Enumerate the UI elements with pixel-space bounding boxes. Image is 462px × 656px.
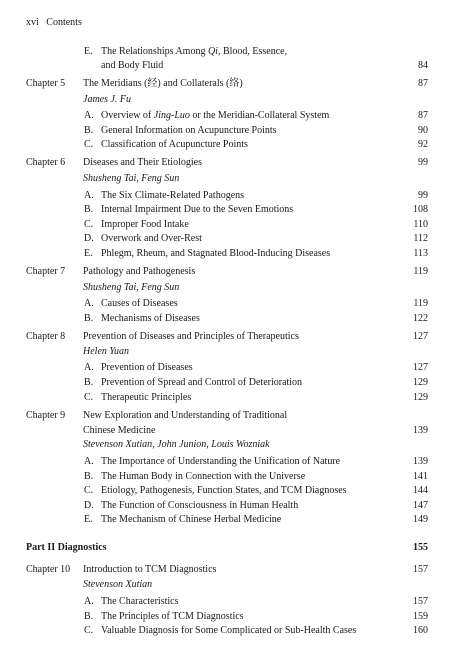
entry-title bbox=[101, 138, 248, 152]
page-number: 127 bbox=[413, 362, 428, 373]
toc-author-row bbox=[0, 345, 462, 359]
toc-entry-row bbox=[0, 138, 462, 152]
entry-title-text: Prevention of Diseases bbox=[101, 362, 193, 373]
entry-title-italic: Qi bbox=[207, 46, 218, 57]
entry-title-text: Overview of bbox=[101, 110, 154, 121]
page-number: 147 bbox=[413, 500, 428, 511]
entry-letter: A. bbox=[84, 596, 94, 607]
entry-title-text: Etiology, Pathogenesis, Function States, and TCM Diagnoses bbox=[101, 485, 347, 496]
entry-title bbox=[101, 455, 340, 469]
entry-title bbox=[101, 610, 244, 624]
entry-title bbox=[101, 247, 330, 261]
chapter-label: Chapter 5 bbox=[26, 78, 66, 89]
entry-title bbox=[101, 297, 178, 311]
toc-entry-row bbox=[0, 376, 462, 390]
entry-title bbox=[101, 484, 347, 498]
page-number: 119 bbox=[413, 298, 428, 309]
toc-entry-row bbox=[0, 424, 462, 438]
entry-title-text: Internal Impairment Due to the Seven Emotions bbox=[101, 204, 294, 215]
page-number: 110 bbox=[413, 219, 428, 230]
entry-title bbox=[101, 391, 191, 405]
entry-letter: B. bbox=[84, 125, 94, 136]
toc-entry-row bbox=[0, 59, 462, 73]
entry-title bbox=[101, 376, 302, 390]
page-number: 144 bbox=[413, 485, 428, 496]
entry-title bbox=[101, 203, 293, 217]
entry-letter: C. bbox=[84, 485, 94, 496]
toc-author-row bbox=[0, 281, 462, 295]
page-number-roman: xvi bbox=[26, 17, 39, 28]
page-number: 157 bbox=[413, 596, 428, 607]
page-number: 139 bbox=[413, 456, 428, 467]
entry-letter: E. bbox=[84, 514, 93, 525]
toc-entry-row bbox=[0, 361, 462, 375]
entry-title-text: The Principles of TCM Diagnostics bbox=[101, 611, 244, 622]
page-number: 155 bbox=[413, 542, 428, 553]
page-number: 141 bbox=[413, 471, 428, 482]
page-number: 149 bbox=[413, 514, 428, 525]
entry-letter: C. bbox=[84, 139, 94, 150]
toc-author-row bbox=[0, 438, 462, 452]
entry-title bbox=[101, 218, 189, 232]
entry-title-text: Overwork and Over-Rest bbox=[101, 233, 202, 244]
entry-letter: C. bbox=[84, 392, 94, 403]
page-number: 90 bbox=[418, 125, 428, 136]
chapter-label: Chapter 9 bbox=[26, 410, 66, 421]
toc-author-row bbox=[0, 578, 462, 592]
entry-title-text: Therapeutic Principles bbox=[101, 392, 192, 403]
entry-letter: D. bbox=[84, 500, 94, 511]
page-number: 129 bbox=[413, 377, 428, 388]
entry-title-text: The Relationships Among bbox=[101, 46, 208, 57]
toc-entry-row bbox=[0, 218, 462, 232]
page-number: 112 bbox=[413, 233, 428, 244]
toc-chapter-row bbox=[0, 265, 462, 279]
entry-title-italic: Jing-Luo bbox=[153, 110, 190, 121]
page-number: 84 bbox=[418, 60, 428, 71]
toc-chapter-row bbox=[0, 77, 462, 91]
toc-entry-row bbox=[0, 484, 462, 498]
entry-letter: C. bbox=[84, 219, 94, 230]
chapter-author: Stevenson Xutian, John Junion, Louis Wozniak bbox=[83, 439, 270, 450]
entry-letter: A. bbox=[84, 362, 94, 373]
entry-title-text: The Mechanism of Chinese Herbal Medicine bbox=[101, 514, 282, 525]
entry-title bbox=[101, 624, 356, 638]
toc-entry-row bbox=[0, 247, 462, 261]
toc-author-row bbox=[0, 172, 462, 186]
chapter-label: Chapter 8 bbox=[26, 331, 66, 342]
entry-title-text: General Information on Acupuncture Points bbox=[101, 125, 277, 136]
toc-entry-row bbox=[0, 595, 462, 609]
toc-entry-row bbox=[0, 391, 462, 405]
toc-chapter-row bbox=[0, 409, 462, 423]
entry-letter: A. bbox=[84, 190, 94, 201]
chapter-author: Shusheng Tai, Feng Sun bbox=[83, 173, 180, 184]
page-number: 159 bbox=[413, 611, 428, 622]
page-number: 157 bbox=[413, 564, 428, 575]
page-number: 113 bbox=[413, 248, 428, 259]
entry-letter: B. bbox=[84, 611, 94, 622]
entry-title-continued: and Body Fluid bbox=[101, 60, 164, 71]
page-number: 108 bbox=[413, 204, 428, 215]
chapter-title: New Exploration and Understanding of Traditional bbox=[83, 410, 288, 421]
entry-letter: A. bbox=[84, 456, 94, 467]
entry-title-text: The Six Climate-Related Pathogens bbox=[101, 190, 245, 201]
entry-title bbox=[101, 513, 281, 527]
entry-title bbox=[101, 361, 193, 375]
toc-entry-row bbox=[0, 610, 462, 624]
toc-entry-row bbox=[0, 455, 462, 469]
entry-letter: B. bbox=[84, 313, 94, 324]
chapter-label: Chapter 6 bbox=[26, 157, 66, 168]
page-number: 99 bbox=[418, 157, 428, 168]
entry-title-text: The Importance of Understanding the Unification of Nature bbox=[101, 456, 341, 467]
chapter-author: Stevenson Xutian bbox=[83, 579, 153, 590]
toc-entry-row bbox=[0, 203, 462, 217]
entry-title-text: Classification of Acupuncture Points bbox=[101, 139, 248, 150]
entry-title-text: Improper Food Intake bbox=[101, 219, 189, 230]
part-title: Part II Diagnostics bbox=[26, 542, 107, 553]
entry-letter: B. bbox=[84, 377, 94, 388]
toc-entry-row bbox=[0, 124, 462, 138]
chapter-title: Introduction to TCM Diagnostics bbox=[83, 564, 217, 575]
entry-letter: E. bbox=[84, 46, 93, 57]
page-number: 139 bbox=[413, 425, 428, 436]
toc-entry-row bbox=[0, 297, 462, 311]
chapter-label: Chapter 7 bbox=[26, 266, 66, 277]
page-number: 160 bbox=[413, 625, 428, 636]
page-number: 87 bbox=[418, 78, 428, 89]
entry-title bbox=[101, 470, 305, 484]
page-number: 129 bbox=[413, 392, 428, 403]
chapter-title-continued: Chinese Medicine bbox=[83, 425, 156, 436]
entry-title-text: The Function of Consciousness in Human Health bbox=[101, 500, 299, 511]
chapter-label: Chapter 10 bbox=[26, 564, 71, 575]
toc-entry-row bbox=[0, 513, 462, 527]
entry-title bbox=[101, 499, 298, 513]
toc-entry-row bbox=[0, 45, 462, 59]
toc-entry-row bbox=[0, 109, 462, 123]
entry-title bbox=[101, 312, 200, 326]
toc-entry-row bbox=[0, 232, 462, 246]
chapter-author: Shusheng Tai, Feng Sun bbox=[83, 282, 180, 293]
chapter-title: The Meridians (经) and Collaterals (络) bbox=[83, 78, 243, 89]
running-head: Contents bbox=[46, 17, 82, 28]
toc-entry-row bbox=[0, 189, 462, 203]
entry-title bbox=[101, 109, 329, 123]
page-number: 99 bbox=[418, 190, 428, 201]
toc-entry-row bbox=[0, 470, 462, 484]
toc-entry-row bbox=[0, 312, 462, 326]
toc-author-row bbox=[0, 93, 462, 107]
entry-letter: C. bbox=[84, 625, 94, 636]
entry-title-text: Valuable Diagnosis for Some Complicated or Sub-Health Cases bbox=[101, 625, 357, 636]
chapter-author: Helen Yuan bbox=[83, 346, 130, 357]
entry-title-text-rest: , Blood, Essence, bbox=[217, 46, 288, 57]
page-number: 122 bbox=[413, 313, 428, 324]
entry-title-text: Prevention of Spread and Control of Deterioration bbox=[101, 377, 303, 388]
entry-title-text: Causes of Diseases bbox=[101, 298, 178, 309]
chapter-title: Prevention of Diseases and Principles of Therapeutics bbox=[83, 331, 299, 342]
entry-title bbox=[101, 232, 202, 246]
toc-entry-row bbox=[0, 499, 462, 513]
toc-chapter-row bbox=[0, 563, 462, 577]
entry-title-text: Mechanisms of Diseases bbox=[101, 313, 200, 324]
entry-letter: A. bbox=[84, 110, 94, 121]
chapter-title: Pathology and Pathogenesis bbox=[83, 266, 196, 277]
entry-title bbox=[101, 124, 277, 138]
entry-letter: D. bbox=[84, 233, 94, 244]
entry-title bbox=[101, 595, 178, 609]
entry-title-text: Phlegm, Rheum, and Stagnated Blood-Inducing Diseases bbox=[101, 248, 331, 259]
toc-entry-row bbox=[0, 624, 462, 638]
toc-chapter-row bbox=[0, 330, 462, 344]
toc-part-row bbox=[0, 541, 462, 555]
entry-title bbox=[101, 189, 244, 203]
chapter-author: James J. Fu bbox=[83, 94, 132, 105]
chapter-title: Diseases and Their Etiologies bbox=[83, 157, 202, 168]
entry-title-text: The Human Body in Connection with the Universe bbox=[101, 471, 306, 482]
toc-chapter-row bbox=[0, 156, 462, 170]
page-number: 119 bbox=[413, 266, 428, 277]
entry-letter: E. bbox=[84, 248, 93, 259]
entry-title bbox=[101, 45, 287, 59]
page-number: 87 bbox=[418, 110, 428, 121]
page-number: 127 bbox=[413, 331, 428, 342]
entry-title-text-rest: or the Meridian-Collateral System bbox=[189, 110, 330, 121]
entry-letter: A. bbox=[84, 298, 94, 309]
entry-title-text: The Characteristics bbox=[101, 596, 179, 607]
page-number: 92 bbox=[418, 139, 428, 150]
entry-letter: B. bbox=[84, 204, 94, 215]
entry-letter: B. bbox=[84, 471, 94, 482]
